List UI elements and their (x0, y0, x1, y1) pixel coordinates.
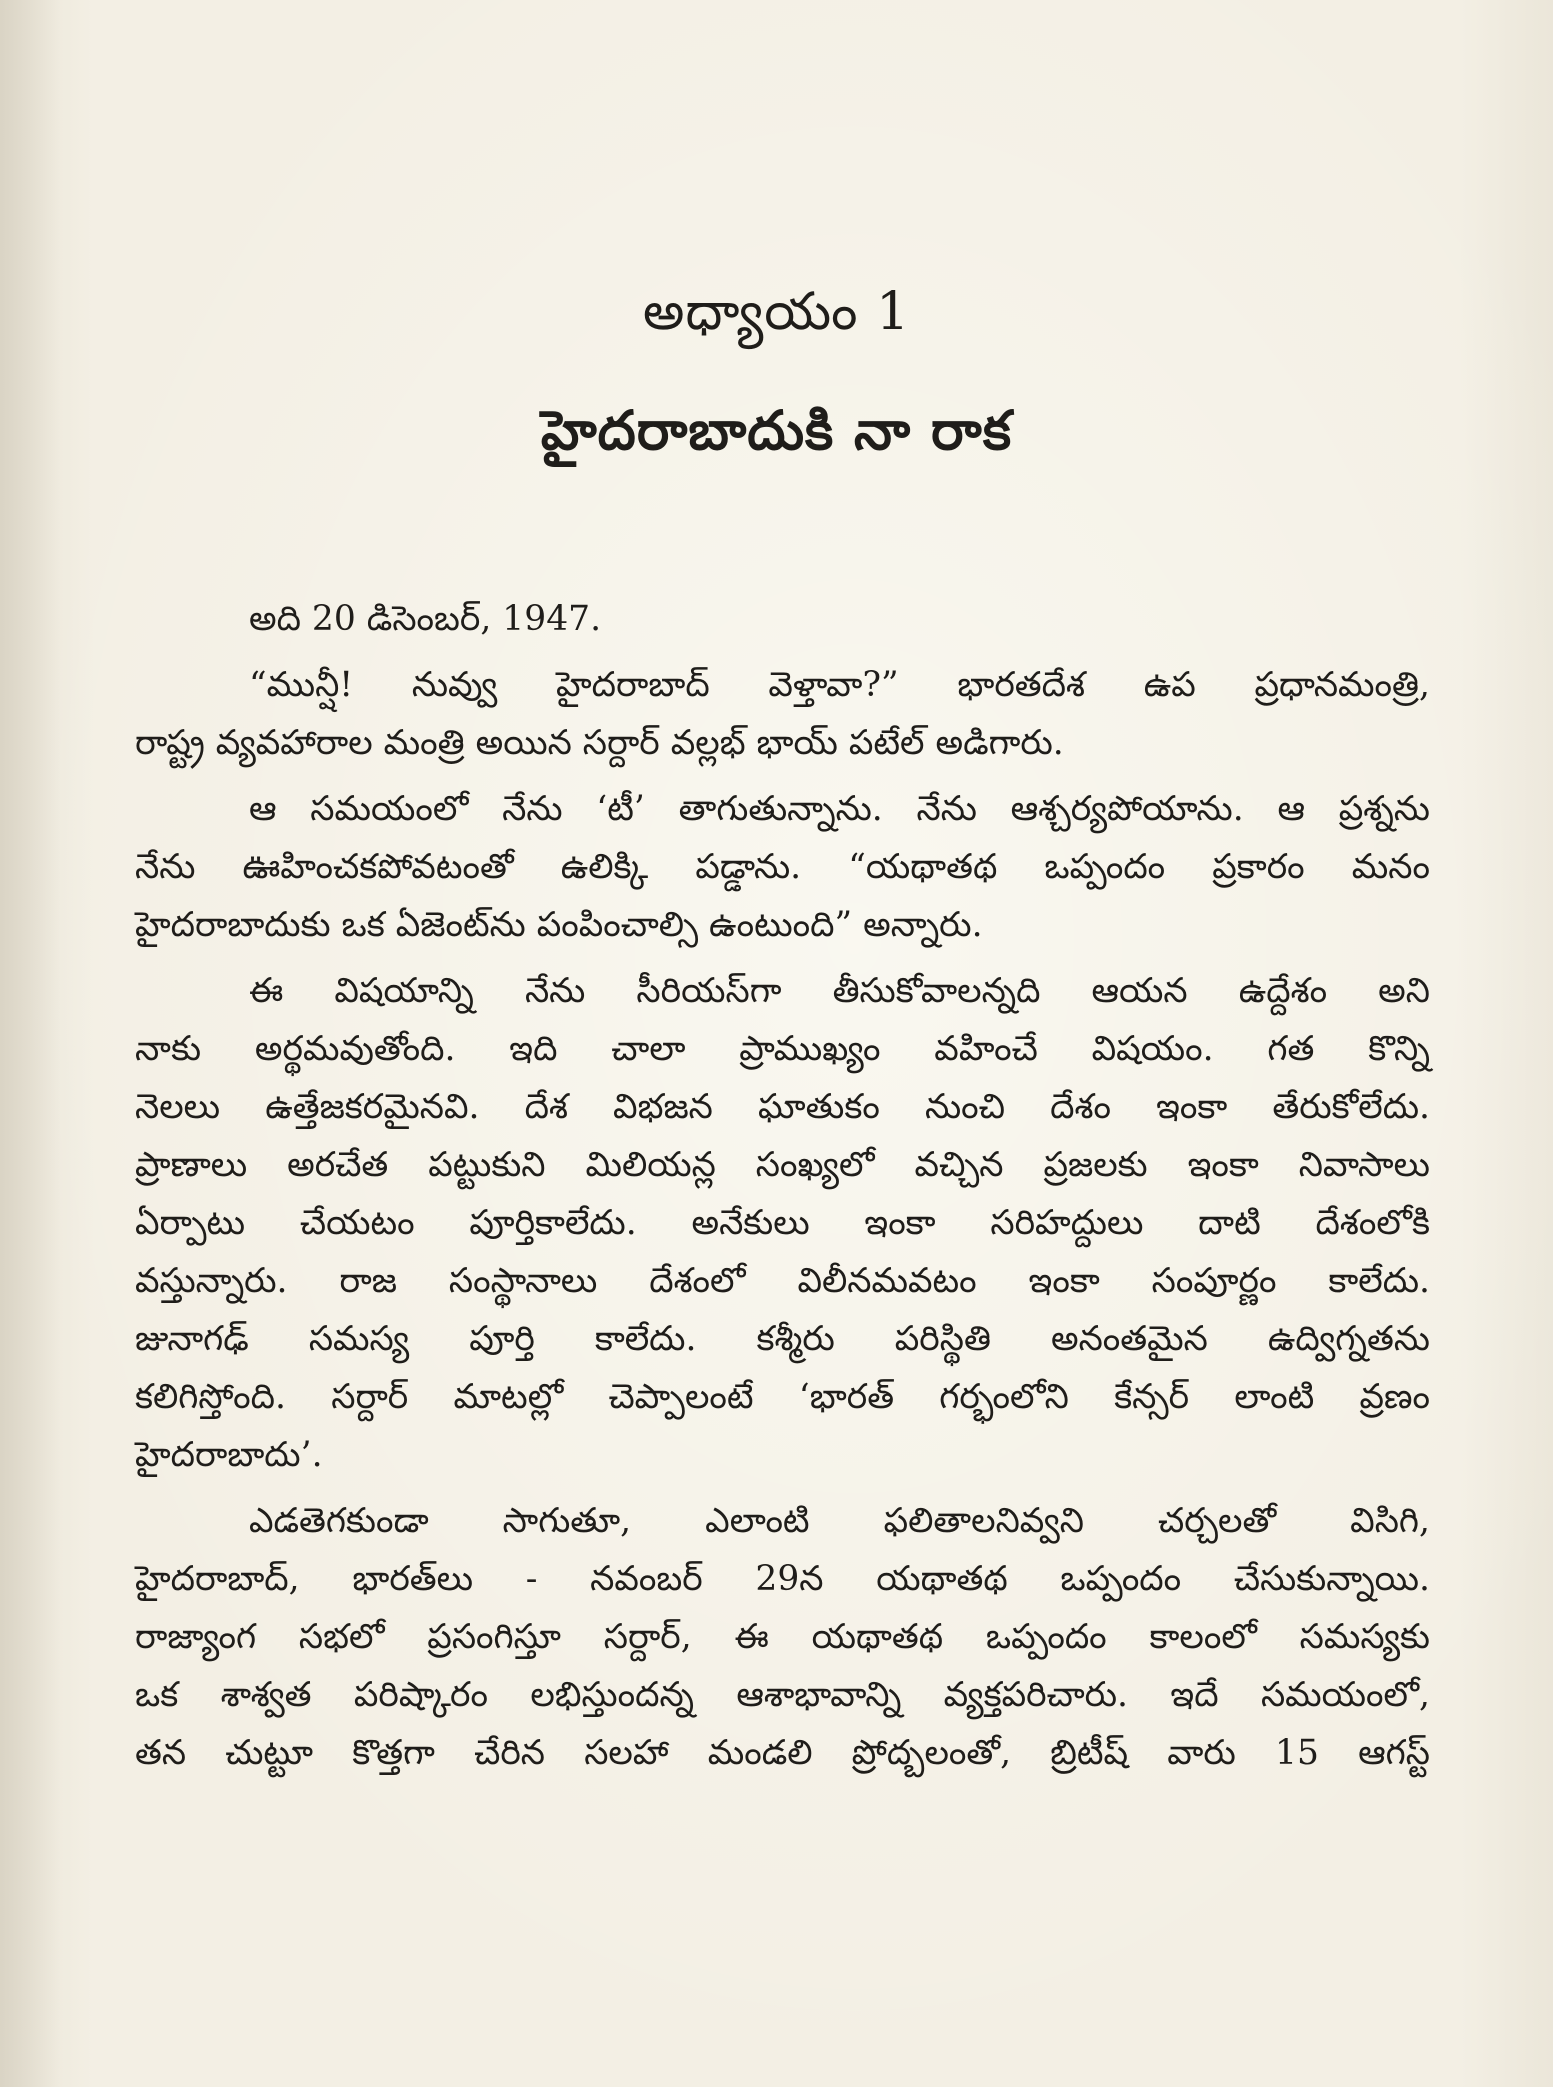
text-line: జునాగఢ్ సమస్య పూర్తి కాలేదు. కశ్మీరు పరిస్థితి అనంతమైన ఉద్విగ్నతను (135, 1319, 1430, 1359)
text-line: తన చుట్టూ కొత్తగా చేరిన సలహా మండలి ప్రోద్బలంతో, బ్రిటీష్ వారు 15 ఆగస్ట్ (135, 1733, 1430, 1773)
text-line: హైదరాబాద్, భారత్‌లు - నవంబర్ 29న యథాతథ ఒప్పందం చేసుకున్నాయి. (135, 1559, 1430, 1599)
text-line: ఏర్పాటు చేయటం పూర్తికాలేదు. అనేకులు ఇంకా సరిహద్దులు దాటి దేశంలోకి (135, 1203, 1430, 1243)
text-line: ప్రాణాలు అరచేత పట్టుకుని మిలియన్ల సంఖ్యలో వచ్చిన ప్రజలకు ఇంకా నివాసాలు (135, 1145, 1430, 1185)
text-line: ఈ విషయాన్ని నేను సీరియస్‌గా తీసుకోవాలన్నది ఆయన ఉద్దేశం అని (249, 971, 1430, 1011)
text-line: అది 20 డిసెంబర్, 1947. (249, 599, 602, 639)
text-line: హైదరాబాదుకు ఒక ఏజెంట్‌ను పంపించాల్సి ఉంటుంది” అన్నారు. (135, 905, 983, 945)
body-text (135, 590, 1430, 1790)
text-line: “మున్షీ! నువ్వు హైదరాబాద్ వెళ్తావా?” భారతదేశ ఉప ప్రధానమంత్రి, (249, 665, 1430, 705)
paragraph (135, 780, 1430, 954)
text-line: వస్తున్నారు. రాజ సంస్థానాలు దేశంలో విలీనమవటం ఇంకా సంపూర్ణం కాలేదు. (135, 1261, 1430, 1301)
text-line: నేను ఊహించకపోవటంతో ఉలిక్కి పడ్డాను. “యథాతథ ఒప్పందం ప్రకారం మనం (135, 847, 1430, 887)
chapter-number: అధ్యాయం 1 (642, 282, 911, 342)
text-line: ఒక శాశ్వత పరిష్కారం లభిస్తుందన్న ఆశాభావాన్ని వ్యక్తపరిచారు. ఇదే సమయంలో, (135, 1675, 1430, 1715)
text-line: నాకు అర్థమవుతోంది. ఇది చాలా ప్రాముఖ్యం వహించే విషయం. గత కొన్ని (135, 1029, 1430, 1069)
text-line: ఆ సమయంలో నేను ‘టీ’ తాగుతున్నాను. నేను ఆశ్చర్యపోయాను. ఆ ప్రశ్నను (249, 789, 1430, 829)
text-line: హైదరాబాదు’. (135, 1435, 323, 1475)
text-line: నెలలు ఉత్తేజకరమైనవి. దేశ విభజన ఘాతుకం నుంచి దేశం ఇంకా తేరుకోలేదు. (135, 1087, 1430, 1127)
text-line: రాష్ట్ర వ్యవహారాల మంత్రి అయిన సర్దార్ వల్లభ్ భాయ్ పటేల్ అడిగారు. (135, 723, 1064, 763)
text-line: కలిగిస్తోంది. సర్దార్ మాటల్లో చెప్పాలంటే ‘భారత్ గర్భంలోని కేన్సర్ లాంటి వ్రణం (135, 1377, 1430, 1417)
text-line: రాజ్యాంగ సభలో ప్రసంగిస్తూ సర్దార్, ఈ యథాతథ ఒప్పందం కాలంలో సమస్యకు (135, 1617, 1430, 1657)
chapter-title: హైదరాబాదుకి నా రాక (540, 398, 1013, 462)
paragraph (135, 962, 1430, 1484)
paragraph (135, 656, 1430, 772)
text-line: ఎడతెగకుండా సాగుతూ, ఎలాంటి ఫలితాలనివ్వని చర్చలతో విసిగి, (249, 1501, 1430, 1541)
paragraph (135, 590, 1430, 648)
paragraph (135, 1492, 1430, 1782)
